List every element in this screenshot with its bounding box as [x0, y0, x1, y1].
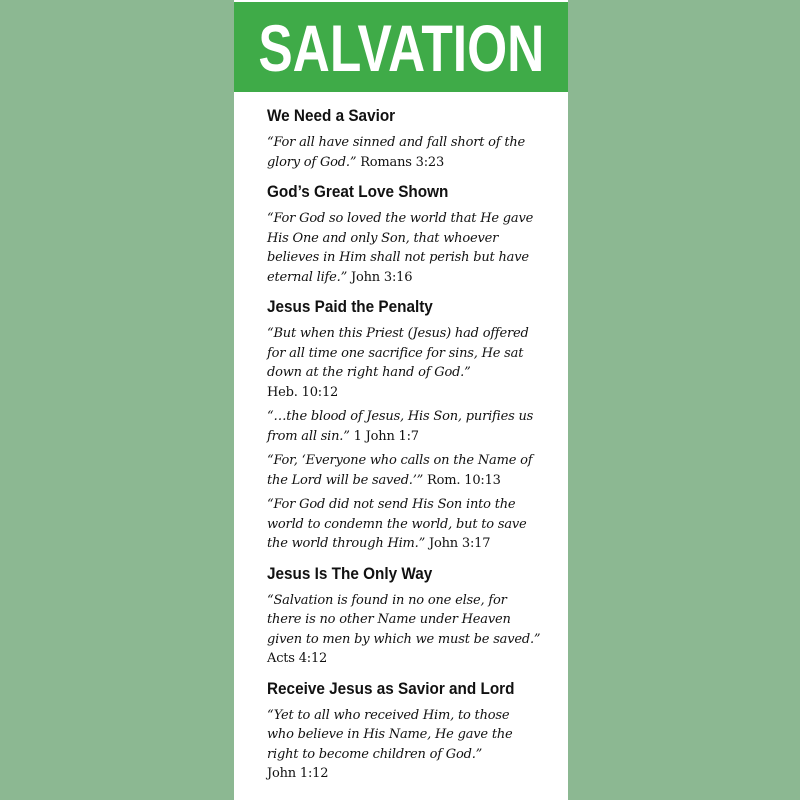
verse [267, 591, 563, 669]
verse-line [267, 471, 563, 491]
verse-line [267, 745, 563, 765]
section-heading: We Need a Savior [267, 106, 396, 125]
verse-quote: “But when this Priest (Jesus) had offered [267, 326, 529, 341]
verse-reference: Heb. 10:12 [267, 384, 339, 400]
verse-reference: John 1:12 [267, 766, 329, 781]
verse-line [267, 451, 563, 471]
verse-quote: believes in Him shall not perish but have [267, 250, 529, 265]
verse-line [267, 324, 563, 344]
verse-quote: the world through Him.” [267, 536, 426, 551]
verse-line [267, 383, 563, 403]
verse-quote: “Yet to all who received Him, to those [267, 707, 510, 723]
verse-quote: “For, ‘Everyone who calls on the Name of [267, 453, 533, 468]
verse [267, 133, 563, 172]
verse-quote: world to condemn the world, but to save [267, 516, 527, 532]
verse [267, 324, 563, 402]
section-heading: Jesus Is The Only Way [267, 563, 433, 583]
verse-quote: “Salvation is found in no one else, for [267, 592, 507, 608]
verse-quote: His One and only Son, that whoever [267, 230, 499, 246]
verse-reference: John 3:17 [425, 536, 491, 551]
verse-quote: given to men by which we must be saved.” [267, 631, 541, 647]
verse-reference: Rom. 10:13 [423, 472, 501, 488]
section-heading: Jesus Paid the Penalty [267, 297, 433, 316]
verse [267, 495, 563, 554]
section-1 [267, 106, 563, 172]
verse-line [267, 495, 563, 515]
verse-quote: glory of God.” [267, 154, 357, 170]
tract-card [234, 0, 568, 800]
verse-line [267, 764, 563, 784]
verse-line [267, 407, 563, 427]
verse-line [267, 649, 563, 669]
tract-content [267, 106, 563, 794]
verse [267, 706, 563, 784]
verse-quote: there is no other Name under Heaven [267, 612, 511, 627]
verse-line [267, 229, 563, 249]
verse-line [267, 209, 563, 229]
verse-reference: John 3:16 [347, 269, 413, 285]
verse-line [267, 706, 563, 726]
verse [267, 209, 563, 287]
verse-line [267, 344, 563, 364]
verse [267, 407, 563, 446]
verse-line [267, 268, 563, 288]
verse-line [267, 363, 563, 383]
section-heading: Receive Jesus as Savior and Lord [267, 678, 515, 698]
verse-quote: eternal life.” [267, 269, 348, 285]
verse-line [267, 610, 563, 630]
verse-reference: Romans 3:23 [356, 154, 445, 170]
verse-line [267, 591, 563, 611]
verse-reference: 1 John 1:7 [349, 428, 419, 444]
verse [267, 451, 563, 490]
verse-quote: for all time one sacrifice for sins, He sat [267, 345, 524, 361]
verse-line [267, 630, 563, 650]
section-heading: God’s Great Love Shown [267, 182, 449, 201]
verse-line [267, 534, 563, 554]
verse-quote: from all sin.” [267, 428, 350, 444]
verse-quote: down at the right hand of God.” [267, 365, 471, 380]
verse-quote: right to become children of God.” [267, 746, 483, 762]
verse-quote: “For God so loved the world that He gave [267, 211, 534, 226]
section-5 [267, 679, 563, 784]
section-3 [267, 297, 563, 554]
verse-quote: “For God did not send His Son into the [267, 497, 516, 512]
verse-quote: who believe in His Name, He gave the [267, 727, 513, 742]
verse-line [267, 725, 563, 745]
verse-line [267, 427, 563, 447]
title-banner [234, 2, 568, 92]
verse-reference: Acts 4:12 [267, 651, 328, 666]
verse-line [267, 153, 563, 173]
section-4 [267, 564, 563, 669]
verse-quote: “…the blood of Jesus, His Son, purifies us [267, 409, 534, 424]
verse-line [267, 248, 563, 268]
verse-line [267, 515, 563, 535]
page-title: SALVATION [258, 11, 544, 85]
section-2 [267, 182, 563, 287]
verse-quote: the Lord will be saved.’” [267, 472, 424, 488]
verse-line [267, 133, 563, 153]
verse-quote: “For all have sinned and fall short of the [267, 135, 526, 150]
